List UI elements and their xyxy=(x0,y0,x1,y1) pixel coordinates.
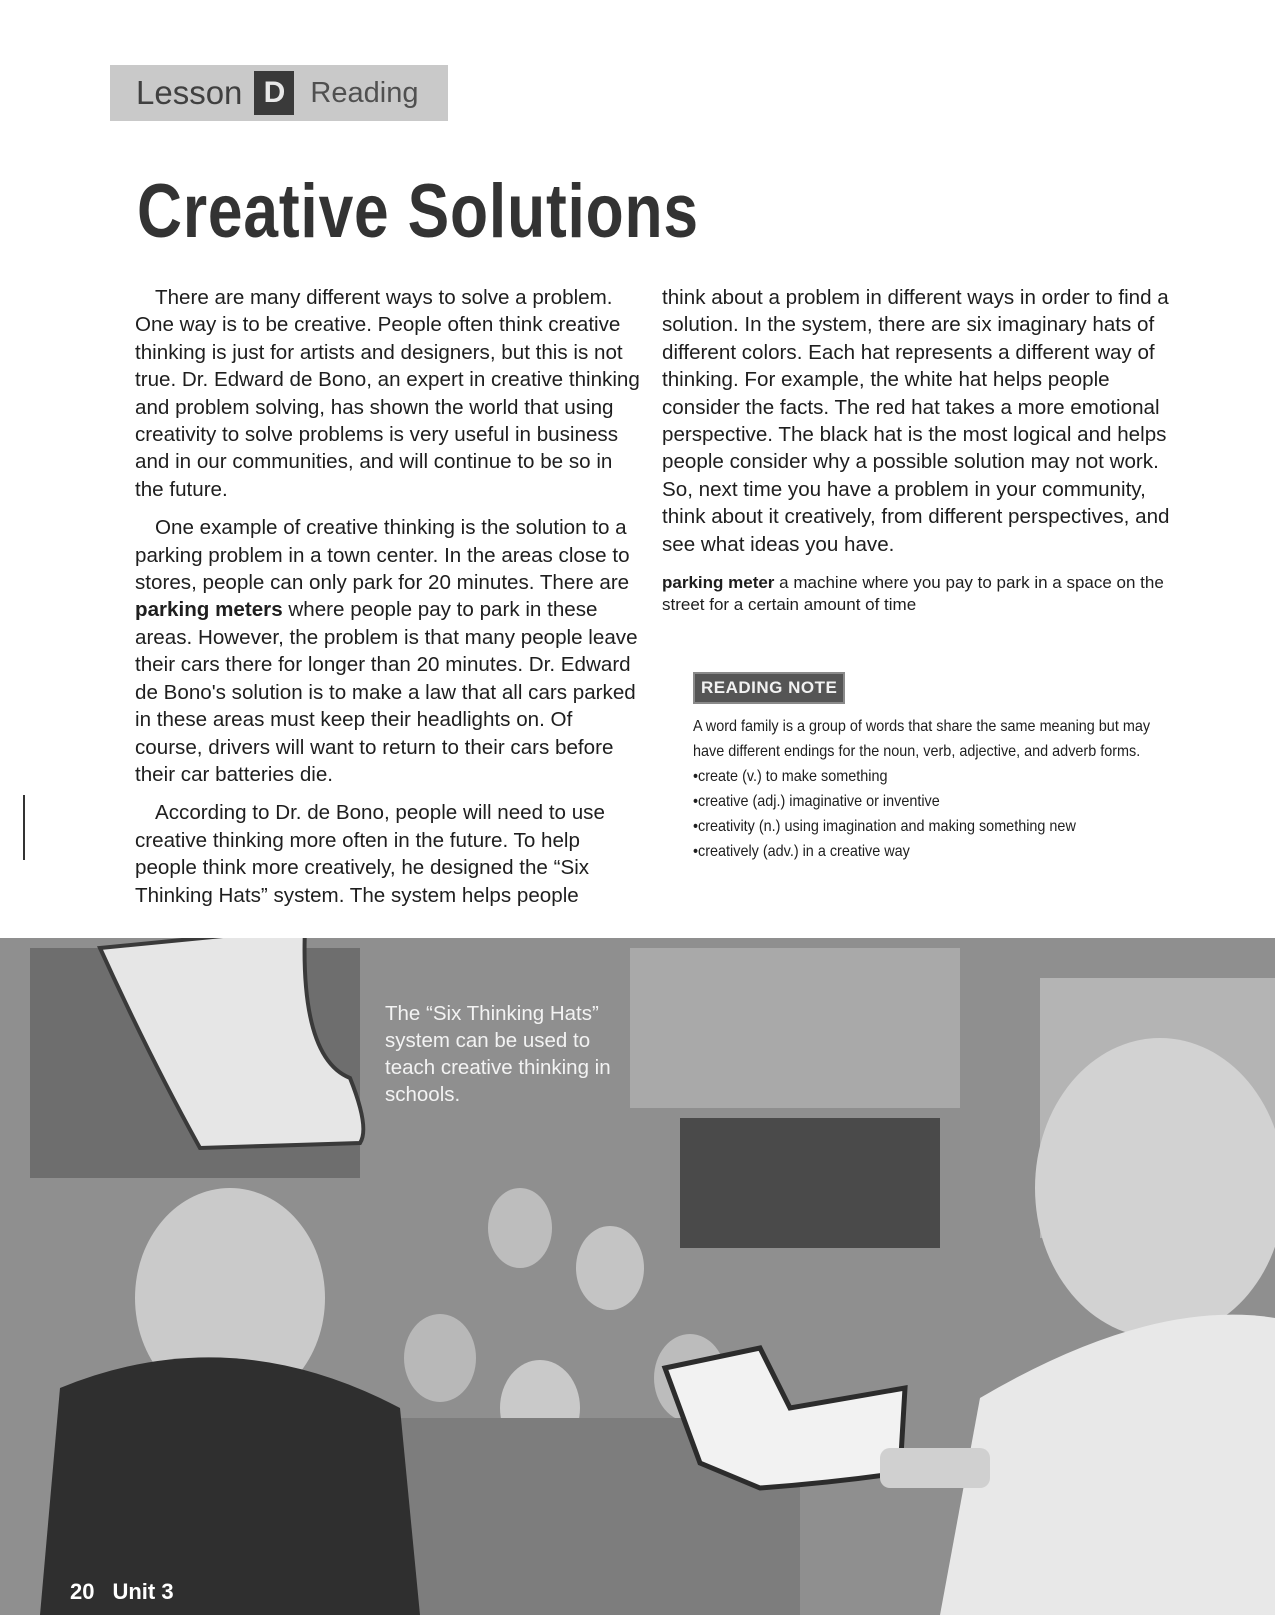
paragraph-2-end: where people pay to park in these areas. However, the problem is that many people leave their cars there for longer than 20 minutes. Dr. Edward de Bono's solution is to make a law that all cars parked in these areas must keep their headlights on. Of course, drivers will want to return to their cars before their car batteries die. xyxy=(135,598,638,786)
paragraph-2 xyxy=(135,514,640,788)
lesson-type: Reading xyxy=(310,76,419,109)
glossary-entry xyxy=(662,572,1172,616)
reading-note-intro: A word family is a group of words that share the same meaning but may have different endings for the noun, verb, adjective, and adverb forms. xyxy=(693,718,1151,760)
lesson-word: Lesson xyxy=(136,74,243,111)
glossary-term: parking meter xyxy=(662,573,775,593)
highlighted-term: parking meters xyxy=(135,598,283,622)
paragraph-3-continued: think about a problem in different ways in order to find a solution. In the system, there are six imaginary hats of different colors. Each hat represents a different way of thinking. For example, the white hat helps people consider the facts. The red hat takes a more emotional perspective. The black hat is the most logical and helps people consider why a possible solution may not work. So, next time you have a problem in your community, think about it creatively, from different perspectives, and see what ideas you have. xyxy=(662,286,1170,556)
word-family-list xyxy=(693,764,1161,864)
word-family-item: • create (v.) to make something xyxy=(693,764,1161,789)
margin-rule xyxy=(23,795,25,860)
page-title: Creative Solutions xyxy=(137,169,699,254)
word-family-item: • creativity (n.) using imagination and making something new xyxy=(693,814,1161,839)
word-family-item: • creative (adj.) imaginative or inventive xyxy=(693,789,1161,814)
classroom-photo-illustration xyxy=(0,938,1275,1615)
page-footer xyxy=(70,1579,192,1605)
glossary-definition: a machine where you pay to park in a space on the street for a certain amount of time xyxy=(662,573,1164,615)
photo-caption: The “Six Thinking Hats” system can be used to teach creative thinking in schools. xyxy=(385,1002,611,1106)
article-column-left xyxy=(135,284,640,920)
article-column-right xyxy=(662,284,1172,616)
unit-label: Unit 3 xyxy=(112,1579,174,1604)
word-family-item: • creatively (adv.) in a creative way xyxy=(693,839,1161,864)
classroom-photo xyxy=(0,938,1275,1615)
reading-note-body xyxy=(693,714,1161,864)
lesson-letter-badge: D xyxy=(254,71,294,115)
paragraph-1: There are many different ways to solve a problem. One way is to be creative. People often think creative thinking is just for artists and designers, but this is not true. Dr. Edward de Bono, an expert in creative thinking and problem solving, has shown the world that using creativity to solve problems is very useful in business and in our communities, and will continue to be so in the future. xyxy=(135,286,640,501)
page-number: 20 xyxy=(70,1579,95,1604)
paragraph-2-start: One example of creative thinking is the solution to a parking problem in a town center. In the areas close to stores, people can only park for 20 minutes. There are xyxy=(135,516,630,595)
reading-note-label: READING NOTE xyxy=(693,672,845,704)
reading-note-box xyxy=(693,672,1163,864)
lesson-tab xyxy=(110,65,448,121)
paragraph-3: According to Dr. de Bono, people will need to use creative thinking more often in the future. To help people think more creatively, he designed the “Six Thinking Hats” system. The system helps people xyxy=(135,801,605,907)
